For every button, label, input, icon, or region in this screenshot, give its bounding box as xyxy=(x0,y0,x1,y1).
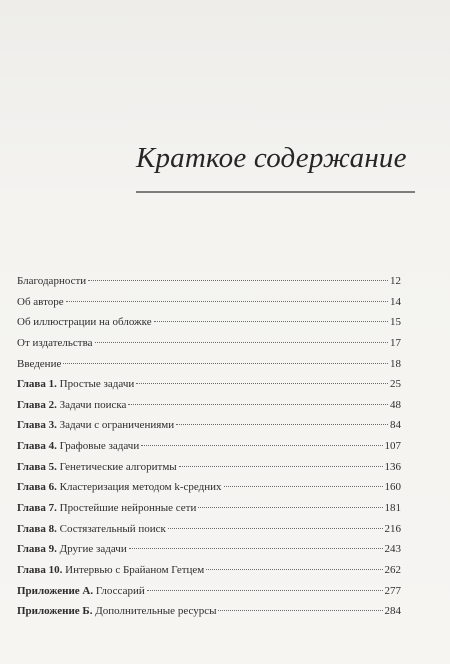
dot-leader xyxy=(128,404,388,405)
toc-page-number: 284 xyxy=(384,605,401,618)
toc-entry-title xyxy=(17,274,86,288)
toc-page-number: 160 xyxy=(384,481,401,494)
toc-entry-text: Графовые задачи xyxy=(59,440,140,453)
toc-entry-text: Простые задачи xyxy=(59,378,135,391)
toc-entry xyxy=(17,377,401,398)
toc-entry xyxy=(17,501,401,522)
toc-entry-title xyxy=(17,460,177,474)
chapter-number: Глава 1. xyxy=(17,378,57,391)
toc-entry-title xyxy=(17,584,145,598)
chapter-number: Глава 2. xyxy=(17,398,57,411)
toc-page-number: 17 xyxy=(390,336,401,349)
toc-entry-title xyxy=(17,439,139,453)
toc-entry-text: Введение xyxy=(17,357,62,370)
dot-leader xyxy=(136,383,388,384)
chapter-number: Глава 3. xyxy=(17,419,57,432)
chapter-number: Глава 10. xyxy=(17,563,63,576)
toc-entry-title xyxy=(17,295,64,309)
dot-leader xyxy=(154,321,388,322)
dot-leader xyxy=(218,610,382,611)
toc-entry-text: Глоссарий xyxy=(95,584,145,597)
toc-entry xyxy=(17,357,401,378)
dot-leader xyxy=(224,486,383,487)
toc-entry-text: Простейшие нейронные сети xyxy=(59,502,197,515)
toc-entry-title xyxy=(17,357,61,371)
toc-entry-text: От издательства xyxy=(17,336,93,349)
toc-entry xyxy=(17,336,401,357)
toc-page-number: 181 xyxy=(384,502,401,515)
toc-page-number: 136 xyxy=(384,460,401,473)
toc-page-number: 25 xyxy=(390,378,401,391)
toc-entry-text: Состязательный поиск xyxy=(59,522,166,535)
toc-page-number: 262 xyxy=(384,563,401,576)
dot-leader xyxy=(206,569,382,570)
dot-leader xyxy=(147,590,383,591)
toc-page-number: 107 xyxy=(384,440,401,453)
toc-entry-text: Интервью с Брайаном Гетцем xyxy=(65,563,205,576)
dot-leader xyxy=(88,280,388,281)
toc-entry xyxy=(17,480,401,501)
dot-leader xyxy=(129,548,383,549)
toc-entry xyxy=(17,315,401,336)
toc-entry-title xyxy=(17,418,174,432)
toc-entry-title xyxy=(17,377,134,391)
toc-entry xyxy=(17,522,401,543)
toc-entry xyxy=(17,460,401,481)
toc-entry xyxy=(17,418,401,439)
toc-page-number: 216 xyxy=(384,522,401,535)
toc-entry-text: Задачи с ограничениями xyxy=(59,419,175,432)
toc-entry-title xyxy=(17,398,126,412)
toc-entry xyxy=(17,563,401,584)
toc-entry xyxy=(17,604,401,625)
toc-entry-text: Дополнительные ресурсы xyxy=(95,605,217,618)
toc-page-number: 14 xyxy=(390,295,401,308)
chapter-number: Глава 6. xyxy=(17,481,57,494)
toc-entry-title xyxy=(17,480,222,494)
toc-page-number: 277 xyxy=(384,584,401,597)
toc-entry-text: Задачи поиска xyxy=(59,398,127,411)
toc-entry xyxy=(17,398,401,419)
table-of-contents xyxy=(17,274,401,625)
toc-entry xyxy=(17,274,401,295)
dot-leader xyxy=(198,507,382,508)
toc-entry xyxy=(17,542,401,563)
chapter-number: Глава 5. xyxy=(17,460,57,473)
toc-entry-title xyxy=(17,542,127,556)
chapter-number: Глава 4. xyxy=(17,440,57,453)
toc-entry-title xyxy=(17,522,166,536)
toc-entry-text: Об авторе xyxy=(17,295,64,308)
toc-page-number: 18 xyxy=(390,357,401,370)
toc-page-number: 12 xyxy=(390,275,401,287)
toc-entry-title xyxy=(17,604,216,618)
chapter-number: Глава 9. xyxy=(17,543,57,556)
toc-page-number: 48 xyxy=(390,398,401,411)
toc-entry-title xyxy=(17,336,93,350)
toc-entry xyxy=(17,295,401,316)
dot-leader xyxy=(168,528,383,529)
toc-entry-title xyxy=(17,563,204,577)
dot-leader xyxy=(63,363,388,364)
toc-entry xyxy=(17,584,401,605)
toc-entry-title xyxy=(17,501,196,515)
toc-entry-text: Другие задачи xyxy=(59,543,127,556)
dot-leader xyxy=(179,466,383,467)
toc-page-number: 84 xyxy=(390,419,401,432)
dot-leader xyxy=(95,342,388,343)
chapter-number: Приложение Б. xyxy=(17,605,93,618)
dot-leader xyxy=(141,445,382,446)
toc-entry-text: Генетические алгоритмы xyxy=(59,460,177,473)
toc-page-number: 15 xyxy=(390,316,401,329)
chapter-number: Приложение А. xyxy=(17,584,94,597)
page-title: Краткое содержание xyxy=(136,142,407,174)
dot-leader xyxy=(66,301,388,302)
toc-entry-text: Кластеризация методом k-средних xyxy=(59,481,222,494)
title-rule xyxy=(136,191,415,193)
dot-leader xyxy=(176,424,388,425)
toc-entry xyxy=(17,439,401,460)
toc-entry-text: Благодарности xyxy=(17,275,87,287)
chapter-number: Глава 8. xyxy=(17,522,57,535)
toc-entry-text: Об иллюстрации на обложке xyxy=(17,316,152,329)
toc-entry-title xyxy=(17,315,152,329)
toc-page-number: 243 xyxy=(384,543,401,556)
chapter-number: Глава 7. xyxy=(17,502,57,515)
